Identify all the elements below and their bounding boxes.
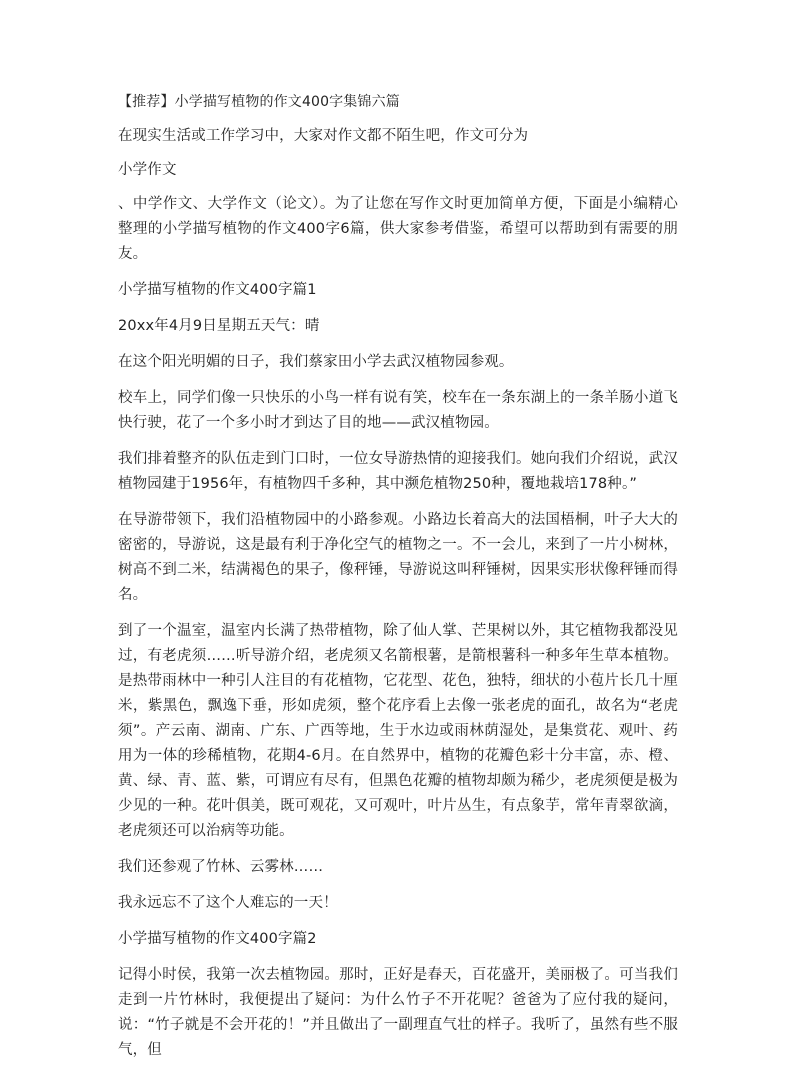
date-line: 20xx年4月9日星期五天气：晴 [118,318,320,334]
intro-paragraph: 小学作文 [118,162,177,178]
section-heading: 小学描写植物的作文400字篇2 [118,931,317,947]
body-paragraph: 校车上，同学们像一只快乐的小鸟一样有说有笑，校车在一条东湖上的一条羊肠小道飞快行驶，花了一个多小时才到达了目的地——武汉植物园。 [118,390,678,431]
body-paragraph: 记得小时侯，我第一次去植物园。那时，正好是春天，百花盛开，美丽极了。可当我们走到一片竹林时，我便提出了疑问：为什么竹子不开花呢？爸爸为了应付我的疑问，说：“竹子就是不会开花的！”并且做出了一副理直气壮的样子。我听了，虽然有些不服气，但 [118,967,678,1058]
body-paragraph: 我永远忘不了这个人难忘的一天！ [118,895,338,911]
document-title: 【推荐】小学描写植物的作文400字集锦六篇 [118,94,400,110]
body-paragraph: 我们还参观了竹林、云雾林…… [118,859,324,875]
document-body [118,90,678,1074]
intro-paragraph: 在现实生活或工作学习中，大家对作文都不陌生吧，作文可分为 [118,128,529,144]
body-paragraph: 在这个阳光明媚的日子，我们蔡家田小学去武汉植物园参观。 [118,354,514,370]
intro-paragraph: 、中学作文、大学作文（论文）。为了让您在写作文时更加简单方便，下面是小编精心整理的小学描写植物的作文400字6篇，供大家参考借鉴，希望可以帮助到有需要的朋友。 [118,196,678,262]
body-paragraph: 在导游带领下，我们沿植物园中的小路参观。小路边长着高大的法国梧桐，叶子大大的密密的，导游说，这是最有利于净化空气的植物之一。不一会儿，来到了一片小树林，树高不到二米，结满褐色的果子，像秤锤，导游说这叫秤锤树，因果实形状像秤锤而得名。 [118,512,678,603]
body-paragraph: 到了一个温室，温室内长满了热带植物，除了仙人掌、芒果树以外，其它植物我都没见过，有老虎须……听导游介绍，老虎须又名箭根薯，是箭根薯科一种多年生草本植物。是热带雨林中一种引人注目的有花植物，它花型、花色，独特，细状的小苞片长几十厘米，紫黑色，飘逸下垂，形如虎须，整个花序看上去像一张老虎的面孔，故名为“老虎须”。产云南、湖南、广东、广西等地，生于水边或雨林荫湿处，是集赏花、观叶、药用为一体的珍稀植物，花期4-6月。在自然界中，植物的花瓣色彩十分丰富，赤、橙、黄、绿、青、蓝、紫，可谓应有尽有，但黑色花瓣的植物却颇为稀少，老虎须便是极为少见的一种。花叶俱美，既可观花，又可观叶，叶片丛生，有点象芋，常年青翠欲滴，老虎须还可以治病等功能。 [118,623,678,839]
section-heading: 小学描写植物的作文400字篇1 [118,282,317,298]
body-paragraph: 我们排着整齐的队伍走到门口时，一位女导游热情的迎接我们。她向我们介绍说，武汉植物园建于1956年，有植物四千多种，其中濒危植物250种，覆地栽培178种。” [118,451,678,492]
